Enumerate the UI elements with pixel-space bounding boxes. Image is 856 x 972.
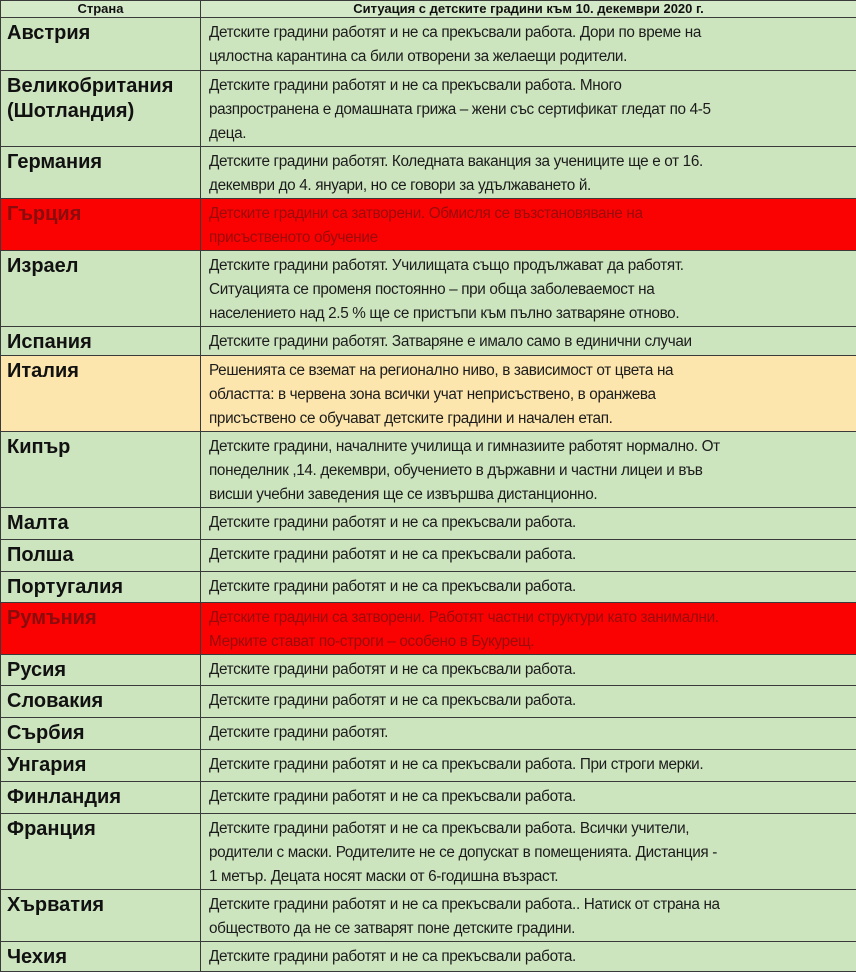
situation-text-line: Детските градини са затворени. Обмисля се възстановяване на — [209, 202, 856, 226]
table-row — [1, 814, 856, 890]
situation-cell — [201, 18, 856, 71]
situation-text-line: цялостна карантина са били отворени за желаещи родители. — [209, 45, 856, 69]
country-name: Израел — [7, 254, 200, 279]
situation-text-line: разпространена е домашната грижа – жени със сертификат гледат по 4-5 — [209, 98, 856, 122]
country-cell — [1, 655, 201, 686]
country-cell — [1, 432, 201, 508]
table-row — [1, 603, 856, 655]
country-name: Хърватия — [7, 893, 200, 918]
situation-text-line: висши учебни заведения ще се извършва дистанционно. — [209, 483, 856, 507]
country-name: Румъния — [7, 606, 200, 631]
table-row — [1, 327, 856, 356]
country-cell — [1, 782, 201, 814]
country-name: Кипър — [7, 435, 200, 460]
situation-text-line: Детските градини работят и не са прекъсвали работа. Всички учители, — [209, 817, 856, 841]
table-row — [1, 508, 856, 540]
country-name: Малта — [7, 511, 200, 536]
table-row — [1, 432, 856, 508]
situation-text-line: декември до 4. януари, но се говори за удължаването й. — [209, 174, 856, 198]
column-header-country: Страна — [1, 1, 201, 18]
situation-text-line: присъствено се обучават детските градини и начален етап. — [209, 407, 856, 431]
situation-text-line: Детските градини работят и не са прекъсвали работа. — [209, 658, 856, 682]
country-cell — [1, 890, 201, 942]
country-cell — [1, 718, 201, 750]
situation-cell — [201, 540, 856, 572]
situation-cell — [201, 327, 856, 356]
situation-text-line: обществото да не се затварят поне детските градини. — [209, 917, 856, 941]
situation-cell — [201, 572, 856, 603]
situation-cell — [201, 686, 856, 718]
situation-cell — [201, 718, 856, 750]
situation-text-line: деца. — [209, 122, 856, 146]
situation-cell — [201, 603, 856, 655]
country-cell — [1, 71, 201, 147]
country-name: Испания — [7, 330, 200, 355]
situation-text-line: Детските градини работят. — [209, 721, 856, 745]
situation-text-line: Детските градини работят и не са прекъсвали работа. — [209, 689, 856, 713]
situation-text-line: Детските градини са затворени. Работят частни структури като занимални. — [209, 606, 856, 630]
situation-text-line: Детските градини работят и не са прекъсвали работа. При строги мерки. — [209, 753, 856, 777]
situation-text-line: Детските градини работят и не са прекъсвали работа. — [209, 511, 856, 535]
situation-cell — [201, 432, 856, 508]
country-name: Сърбия — [7, 721, 200, 746]
country-name: Австрия — [7, 21, 200, 46]
country-cell — [1, 603, 201, 655]
country-name: Русия — [7, 658, 200, 683]
country-cell — [1, 147, 201, 199]
country-cell — [1, 540, 201, 572]
table-row — [1, 356, 856, 432]
country-name: Чехия — [7, 945, 200, 970]
table-row — [1, 718, 856, 750]
country-name: Португалия — [7, 575, 200, 600]
country-cell — [1, 508, 201, 540]
situation-cell — [201, 814, 856, 890]
column-header-situation: Ситуация с детските градини към 10. декември 2020 г. — [201, 1, 856, 18]
table-row — [1, 540, 856, 572]
country-cell — [1, 18, 201, 71]
country-name: Великобритания — [7, 74, 200, 99]
situation-cell — [201, 251, 856, 327]
situation-cell — [201, 356, 856, 432]
situation-cell — [201, 942, 856, 972]
situation-text-line: Детските градини работят и не са прекъсвали работа. Много — [209, 74, 856, 98]
situation-text-line: родители с маски. Родителите не се допускат в помещенията. Дистанция - — [209, 841, 856, 865]
country-cell — [1, 686, 201, 718]
country-cell — [1, 750, 201, 782]
country-name: (Шотландия) — [7, 99, 200, 124]
country-name: Финландия — [7, 785, 200, 810]
situation-text-line: областта: в червена зона всички учат неприсъствено, в оранжева — [209, 383, 856, 407]
situation-text-line: Решенията се вземат на регионално ниво, в зависимост от цвета на — [209, 359, 856, 383]
table-row — [1, 890, 856, 942]
country-cell — [1, 327, 201, 356]
situation-text-line: Детските градини работят. Затваряне е имало само в единични случаи — [209, 330, 856, 354]
country-name: Полша — [7, 543, 200, 568]
situation-text-line: понеделник ,14. декември, обучението в държавни и частни лицеи и във — [209, 459, 856, 483]
situation-text-line: Детските градини работят и не са прекъсвали работа. — [209, 543, 856, 567]
table-row — [1, 942, 856, 972]
table-row — [1, 782, 856, 814]
table-row — [1, 750, 856, 782]
country-cell — [1, 572, 201, 603]
country-cell — [1, 814, 201, 890]
table-row — [1, 572, 856, 603]
table-row — [1, 71, 856, 147]
situation-cell — [201, 199, 856, 251]
country-name: Италия — [7, 359, 200, 384]
country-cell — [1, 356, 201, 432]
situation-text-line: Детските градини работят и не са прекъсвали работа. Дори по време на — [209, 21, 856, 45]
situation-text-line: Ситуацията се променя постоянно – при обща заболеваемост на — [209, 278, 856, 302]
situation-text-line: Детските градини работят. Коледната ваканция за учениците ще е от 16. — [209, 150, 856, 174]
situation-text-line: Детските градини, началните училища и гимназиите работят нормално. От — [209, 435, 856, 459]
situation-cell — [201, 508, 856, 540]
country-cell — [1, 251, 201, 327]
situation-text-line: Детските градини работят и не са прекъсвали работа. — [209, 785, 856, 809]
table-row — [1, 686, 856, 718]
table-header-row — [1, 1, 856, 18]
situation-text-line: населението над 2.5 % ще се пристъпи към пълно затваряне отново. — [209, 302, 856, 326]
situation-text-line: Детските градини работят и не са прекъсвали работа. — [209, 575, 856, 599]
country-cell — [1, 199, 201, 251]
situation-cell — [201, 890, 856, 942]
situation-cell — [201, 147, 856, 199]
situation-cell — [201, 782, 856, 814]
situation-text-line: Мерките стават по-строги – особено в Букурещ. — [209, 630, 856, 654]
situation-text-line: Детските градини работят и не са прекъсвали работа. — [209, 945, 856, 969]
table-row — [1, 251, 856, 327]
situation-text-line: Детските градини работят. Училищата също продължават да работят. — [209, 254, 856, 278]
country-cell — [1, 942, 201, 972]
country-name: Гърция — [7, 202, 200, 227]
situation-cell — [201, 750, 856, 782]
table-row — [1, 147, 856, 199]
country-name: Германия — [7, 150, 200, 175]
table-row — [1, 655, 856, 686]
country-name: Унгария — [7, 753, 200, 778]
table-row — [1, 18, 856, 71]
situation-cell — [201, 71, 856, 147]
situation-text-line: 1 метър. Децата носят маски от 6-годишна възраст. — [209, 865, 856, 889]
country-name: Франция — [7, 817, 200, 842]
situation-text-line: присъственото обучение — [209, 226, 856, 250]
country-name: Словакия — [7, 689, 200, 714]
table-row — [1, 199, 856, 251]
situation-cell — [201, 655, 856, 686]
situation-text-line: Детските градини работят и не са прекъсвали работа.. Натиск от страна на — [209, 893, 856, 917]
